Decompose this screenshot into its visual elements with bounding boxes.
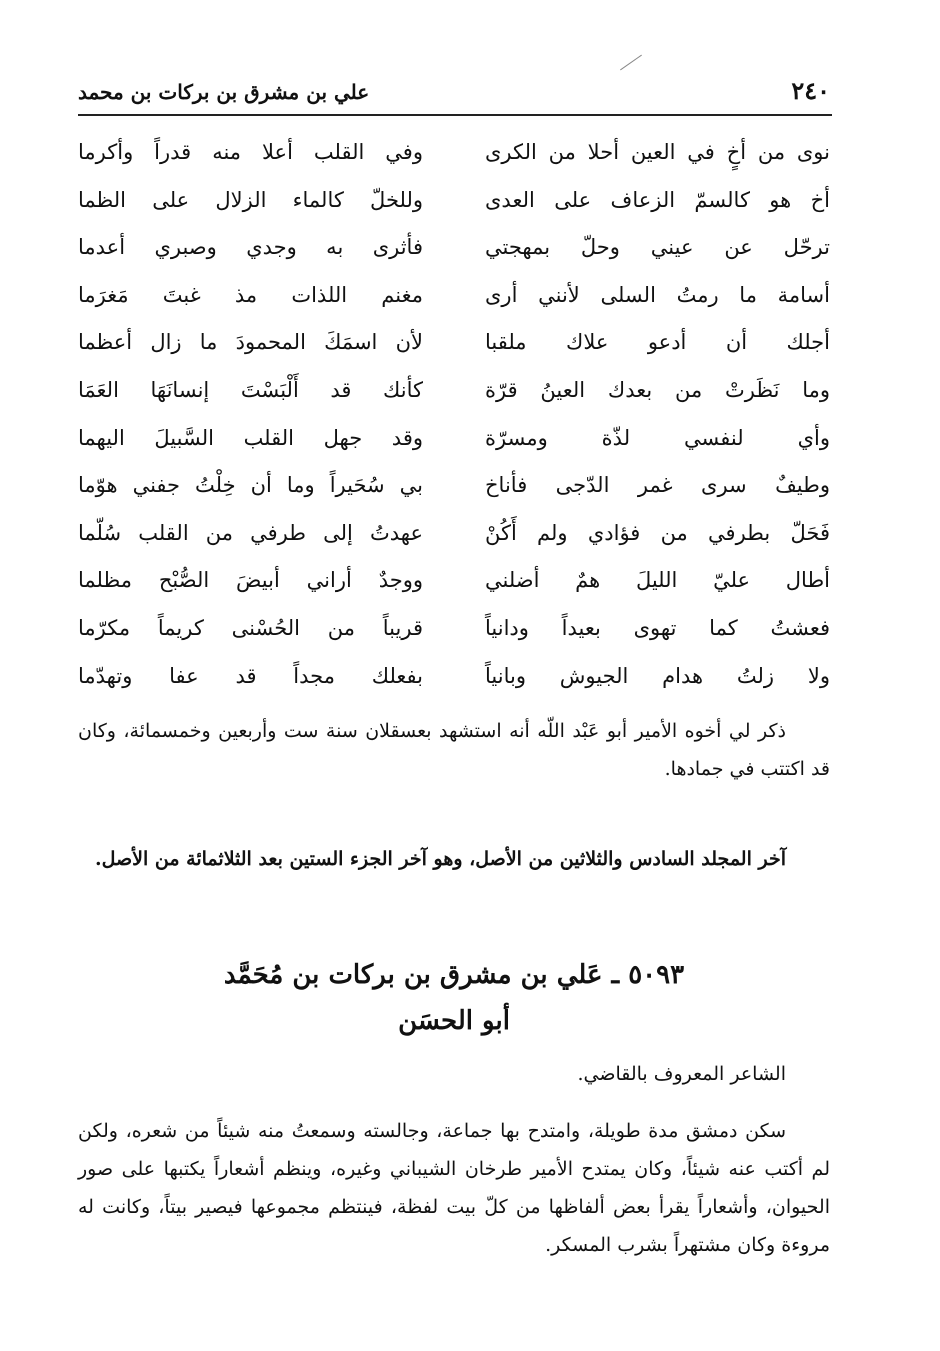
first-hemistich: ولا زلتُ هدام الجيوش وبانياً xyxy=(485,663,830,688)
header-rule xyxy=(78,114,832,116)
verse-line xyxy=(78,140,830,188)
first-hemistich: ترحّل عن عيني وحلّ بمهجتي xyxy=(485,235,830,260)
second-hemistich: مغنم اللذات مذ غبتَ مَغرَما xyxy=(78,282,423,307)
first-hemistich: أسامة ما رمتُ السلى لأنني أرى xyxy=(485,282,830,307)
first-hemistich: أطال عليّ الليلَ همٌ أضلني xyxy=(485,568,830,593)
entry-kunya: أبو الحسَن xyxy=(398,1006,510,1036)
verse-line xyxy=(78,426,830,474)
colophon-paragraph: آخر المجلد السادس والثلاثين من الأصل، وهو آخر الجزء الستين بعد الثلاثمائة من الأصل. xyxy=(95,848,786,870)
second-hemistich: بفعلك مجداً قد عفا وتهدّما xyxy=(78,663,423,688)
first-hemistich: أخ هو كالسمّ الزعاف على العدى xyxy=(485,187,830,212)
verse-line xyxy=(78,188,830,236)
verse-line xyxy=(78,330,830,378)
verse-line xyxy=(78,568,830,616)
first-hemistich: فَحَلّ بطرفي من فؤادي ولم أَكُنْ xyxy=(485,520,830,545)
verse-line xyxy=(78,664,830,712)
verse-line xyxy=(78,283,830,331)
second-hemistich: قريباً من الحُسْنى كريماً مكرّما xyxy=(78,615,423,640)
verse-line xyxy=(78,473,830,521)
first-hemistich: أجلك أن أدعو علاك ملقبا xyxy=(485,330,830,355)
page-number: ٢٤٠ xyxy=(791,76,830,105)
verse-line xyxy=(78,378,830,426)
first-hemistich: وأي لنفسي لذّة ومسرّة xyxy=(485,425,830,450)
running-title: علي بن مشرق بن بركات بن محمد xyxy=(78,80,370,104)
second-hemistich: ووجدٌ أراني أبيضَ الصُّبْح مظلما xyxy=(78,568,423,593)
first-hemistich: وما نَظَرتْ من بعدك العينُ قرّة xyxy=(485,377,830,402)
first-hemistich: فعشتُ كما تهوى بعيداً ودانياً xyxy=(485,615,830,640)
poem xyxy=(78,140,830,711)
second-hemistich: عهدتُ إلى طرفي من القلب سُلّما xyxy=(78,520,423,545)
first-hemistich: نوى من أخٍ في العين أحلا من الكرى xyxy=(485,140,830,164)
bio-paragraph: سكن دمشق مدة طويلة، وامتدح بها جماعة، وجالسته وسمعتُ منه شيئاً من شعره، ولكن لم أكتب عنه شيئاً، وكان يمتدح الأمير طرخان الشيباني وغيره، وينظم أشعاراً يكتبها على صور الحيوان، وأشعاراً يقرأ بعض ألفاظها من كلّ بيت لفظة، فينتظم مجموعها فيصير بيتاً، وكانت له مروءة وكان مشتهراً بشرب المسكر. xyxy=(78,1120,830,1256)
second-hemistich: فأثرى به وجدي وصبري أعدما xyxy=(78,235,423,260)
second-hemistich: كأنك قد أَلْبَسْتَ إنسانَهَا العَمَا xyxy=(78,377,423,402)
entry-title: ٥٠٩٣ ـ عَلي بن مشرق بن بركات بن مُحَمَّد xyxy=(223,960,685,990)
second-hemistich: وفي القلب أعلا منه قدراً وأكرما xyxy=(78,140,423,164)
scan-mark xyxy=(620,55,642,71)
verse-line xyxy=(78,616,830,664)
second-hemistich: وقد جهل القلب السَّبيلَ اليهما xyxy=(78,425,423,450)
second-hemistich: لأن اسمَكَ المحمودَ ما زال أعظما xyxy=(78,330,423,355)
verse-line xyxy=(78,521,830,569)
intro-paragraph: الشاعر المعروف بالقاضي. xyxy=(577,1063,786,1085)
page-header xyxy=(78,70,830,110)
note-paragraph: ذكر لي أخوه الأمير أبو عَبْد اللّه أنه استشهد بعسقلان سنة ست وأربعين وخمسمائة، وكان قد اكتتب في جمادها. xyxy=(78,720,830,780)
verse-line xyxy=(78,235,830,283)
second-hemistich: بي سُحَيراً وما أن خِلْتُ جفني هوّما xyxy=(78,473,423,498)
second-hemistich: وللخلّ كالماء الزلال على الظما xyxy=(78,187,423,212)
first-hemistich: وطيفٌ سرى غمر الدّجى فأناخ xyxy=(485,473,830,498)
entry-heading xyxy=(78,952,830,1044)
